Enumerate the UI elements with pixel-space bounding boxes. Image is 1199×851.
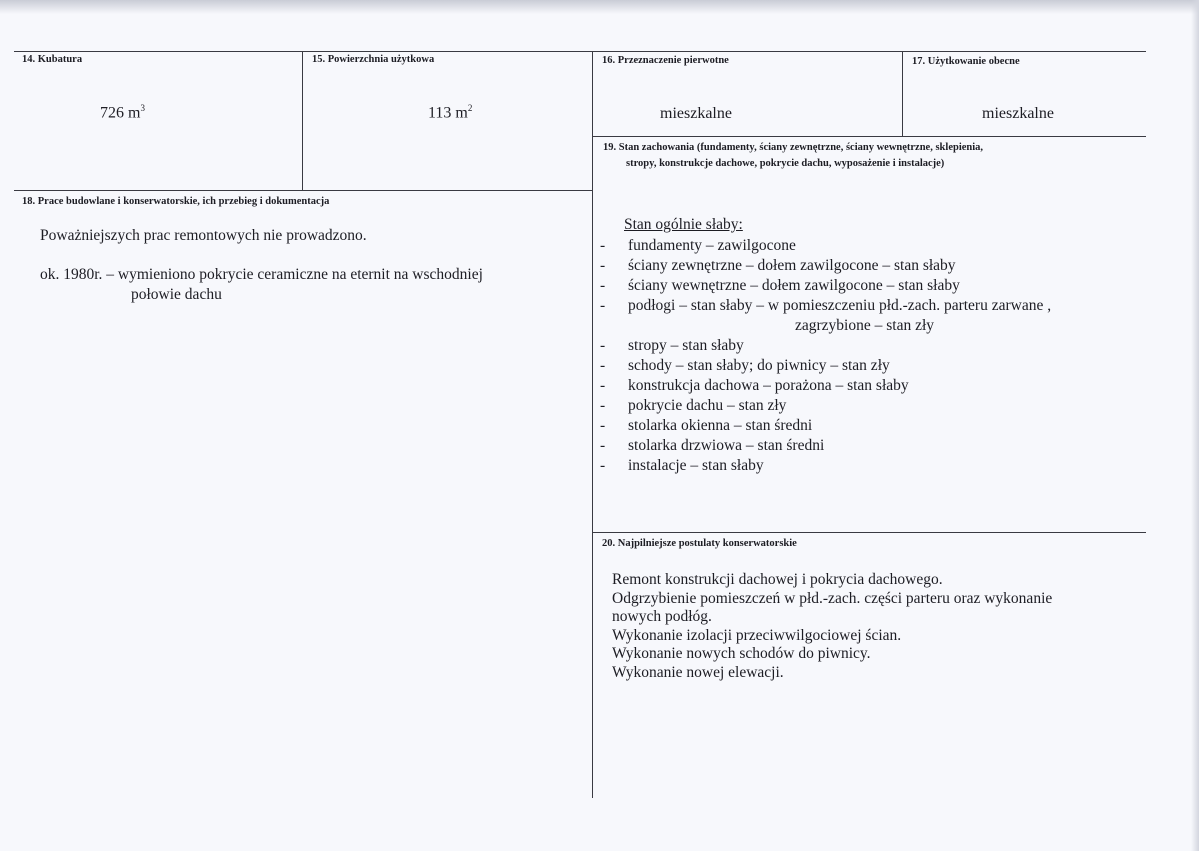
field-16-value: mieszkalne bbox=[660, 105, 732, 122]
field-19-label bbox=[603, 140, 1123, 172]
field-18-line2: ok. 1980r. – wymieniono pokrycie ceramiczne na eternit na wschodniej bbox=[40, 266, 483, 283]
rule-below-16-17 bbox=[592, 136, 1146, 137]
list-dash: - bbox=[600, 237, 606, 254]
state-item bbox=[600, 356, 1051, 376]
postulate-item bbox=[612, 571, 1052, 590]
field-18-line1: Poważniejszych prac remontowych nie prowadzono. bbox=[40, 227, 367, 244]
state-item-text: podłogi – stan słaby – w pomieszczeniu płd.-zach. parteru zarwane , bbox=[628, 297, 1052, 314]
field-20-label: 20. Najpilniejsze postulaty konserwatorskie bbox=[602, 538, 797, 549]
postulate-item bbox=[612, 645, 1052, 664]
state-item-text: stropy – stan słaby bbox=[628, 337, 744, 354]
list-dash: - bbox=[600, 257, 606, 274]
state-item-text: schody – stan słaby; do piwnicy – stan zły bbox=[628, 357, 890, 374]
field-19-label-line2: stropy, konstrukcje dachowe, pokrycie dachu, wyposażenie i instalacje) bbox=[626, 158, 945, 169]
field-14-value bbox=[100, 103, 145, 122]
state-item bbox=[600, 436, 1051, 456]
state-item-text: stolarka drzwiowa – stan średni bbox=[628, 437, 825, 454]
rule-above-20 bbox=[592, 532, 1146, 533]
scan-shadow-right bbox=[1191, 0, 1199, 851]
field-18-label: 18. Prace budowlane i konserwatorskie, ich przebieg i dokumentacja bbox=[22, 196, 330, 207]
state-item bbox=[600, 296, 1051, 336]
state-item bbox=[600, 416, 1051, 436]
postulate-item-text: Odgrzybienie pomieszczeń w płd.-zach. części parteru oraz wykonanie bbox=[612, 589, 1053, 607]
state-item-text: pokrycie dachu – stan zły bbox=[628, 397, 787, 414]
state-item bbox=[600, 276, 1051, 296]
rule-v-middle bbox=[592, 51, 593, 798]
field-17-value: mieszkalne bbox=[982, 105, 1054, 122]
postulate-item-text: Remont konstrukcji dachowej i pokrycia dachowego. bbox=[612, 571, 943, 588]
field-20-postulates-list bbox=[612, 571, 1052, 682]
list-dash: - bbox=[600, 457, 606, 474]
rule-below-14-15 bbox=[14, 190, 592, 191]
list-dash: - bbox=[600, 337, 606, 354]
list-dash: - bbox=[600, 297, 606, 314]
list-dash: - bbox=[600, 357, 606, 374]
postulate-item-text: Wykonanie nowych schodów do piwnicy. bbox=[612, 645, 871, 662]
field-15-exponent: 2 bbox=[467, 103, 473, 113]
state-item bbox=[600, 256, 1051, 276]
rule-top bbox=[14, 51, 1146, 52]
field-15-number: 113 m bbox=[428, 104, 468, 122]
state-item bbox=[600, 236, 1051, 256]
list-dash: - bbox=[600, 377, 606, 394]
postulate-item-text: Wykonanie nowej elewacji. bbox=[612, 663, 784, 681]
state-item-text: konstrukcja dachowa – porażona – stan słaby bbox=[628, 377, 909, 394]
field-16-label: 16. Przeznaczenie pierwotne bbox=[602, 55, 729, 66]
field-15-value bbox=[428, 103, 472, 122]
state-item-text: ściany zewnętrzne – dołem zawilgocone – stan słaby bbox=[628, 257, 956, 274]
postulate-item-text: Wykonanie izolacji przeciwwilgociowej ścian. bbox=[612, 626, 902, 644]
postulate-item bbox=[612, 664, 1052, 683]
postulate-item bbox=[612, 590, 1052, 627]
state-item-text: ściany wewnętrzne – dołem zawilgocone – stan słaby bbox=[628, 277, 960, 294]
state-item bbox=[600, 396, 1051, 416]
field-14-exponent: 3 bbox=[140, 103, 145, 113]
state-item bbox=[600, 336, 1051, 356]
field-19-state-list bbox=[600, 236, 1051, 476]
state-item-text: instalacje – stan słaby bbox=[628, 457, 764, 474]
field-19-heading: Stan ogólnie słaby: bbox=[624, 216, 743, 233]
state-item bbox=[600, 376, 1051, 396]
list-dash: - bbox=[600, 437, 606, 454]
state-item-text: stolarka okienna – stan średni bbox=[628, 417, 813, 434]
list-dash: - bbox=[600, 397, 606, 414]
postulate-item-continuation: nowych podłóg. bbox=[612, 608, 712, 625]
rule-v-right bbox=[902, 51, 903, 136]
state-item-text: fundamenty – zawilgocone bbox=[628, 237, 796, 254]
field-19-label-line1: 19. Stan zachowania (fundamenty, ściany zewnętrzne, ściany wewnętrzne, sklepienia, bbox=[603, 142, 984, 153]
field-17-label: 17. Użytkowanie obecne bbox=[912, 56, 1020, 67]
state-item bbox=[600, 456, 1051, 476]
field-14-number: 726 m bbox=[100, 104, 141, 122]
rule-v-left bbox=[302, 51, 303, 190]
list-dash: - bbox=[600, 277, 606, 294]
field-14-label: 14. Kubatura bbox=[22, 54, 83, 65]
scan-shadow-top bbox=[0, 0, 1199, 14]
postulate-item bbox=[612, 627, 1052, 646]
state-item-continuation: zagrzybione – stan zły bbox=[795, 317, 935, 334]
field-15-label: 15. Powierzchnia użytkowa bbox=[312, 54, 435, 65]
field-18-line3: połowie dachu bbox=[131, 286, 222, 303]
list-dash: - bbox=[600, 417, 606, 434]
